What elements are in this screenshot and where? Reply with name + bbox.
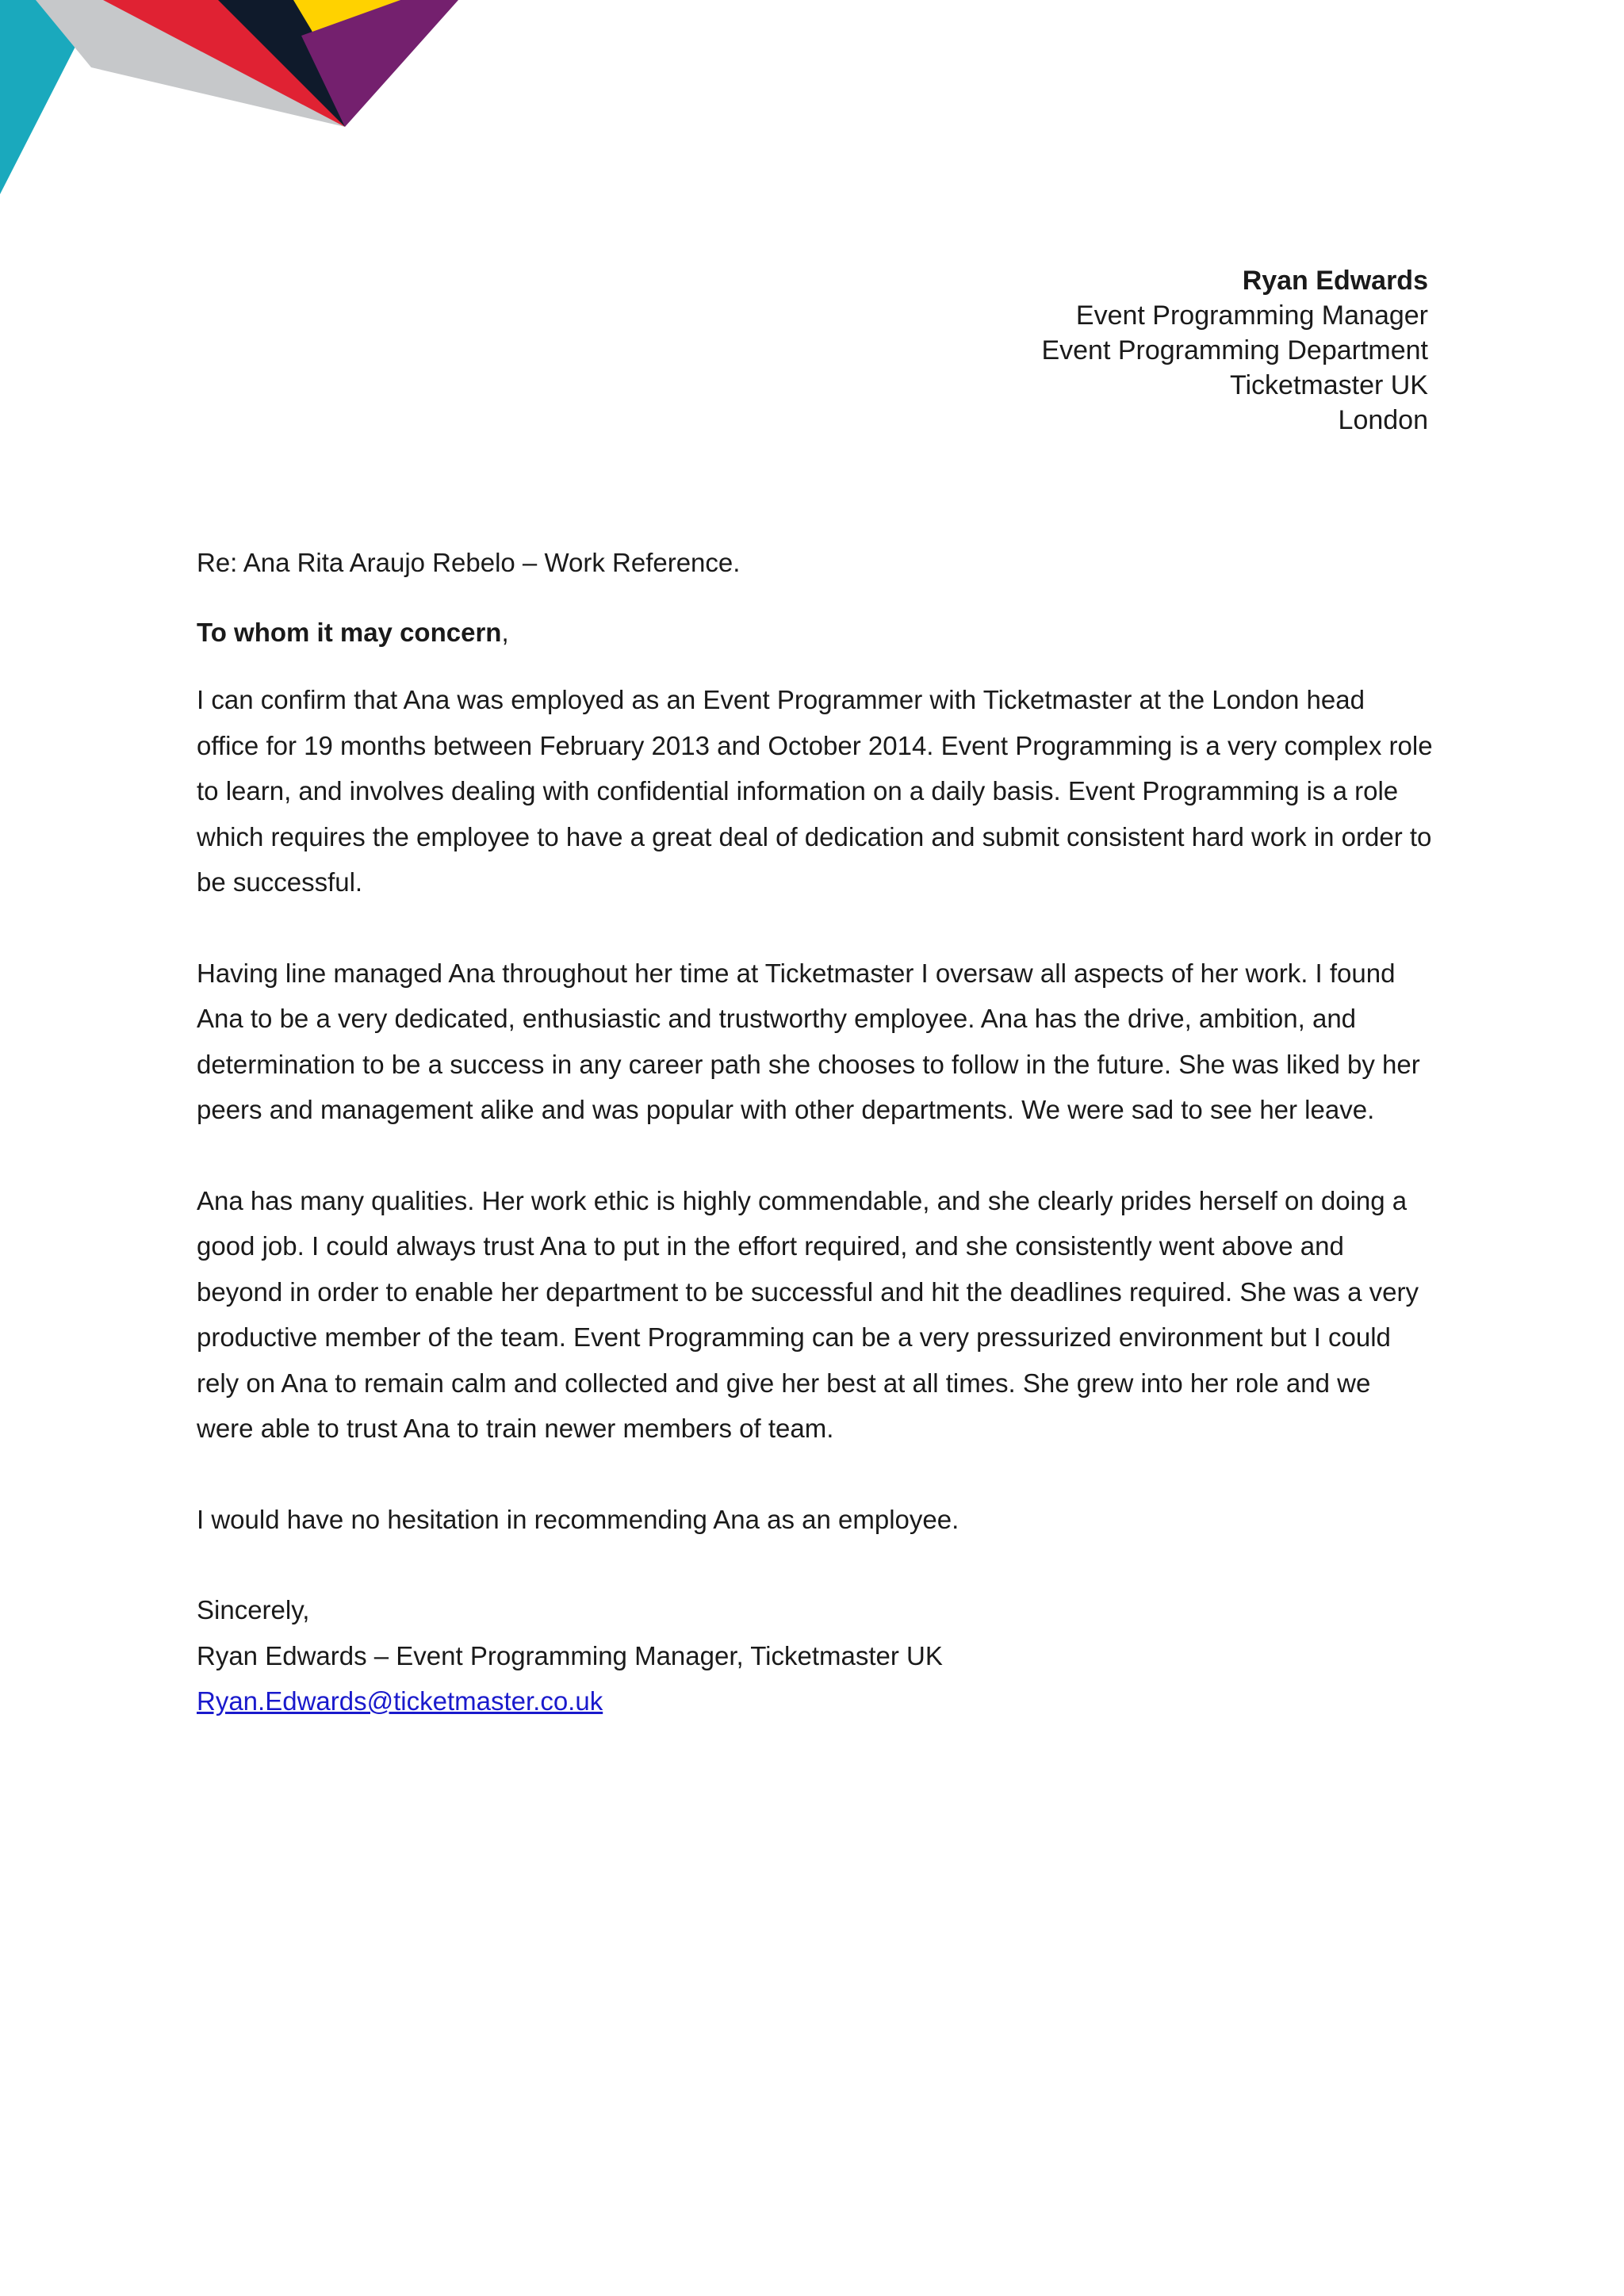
letter-body [197,544,1434,1724]
sender-address-block [1041,263,1428,438]
paragraph-character: Having line managed Ana throughout her time at Ticketmaster I oversaw all aspects of her work. I found Ana to be a very dedicated, enthusiastic and trustworthy employee. Ana has the drive, ambition, and determination to be a success in any career path she chooses to follow in the future. She was liked by her peers and management alike and was popular with other departments. We were sad to see her leave. [197,958,1420,1124]
salutation-text: To whom it may concern [197,618,502,647]
email-link[interactable]: Ryan.Edwards@ticketmaster.co.uk [197,1686,603,1716]
paragraph-recommendation: I would have no hesitation in recommending Ana as an employee. [197,1504,959,1534]
sender-title: Event Programming Manager [1075,300,1428,331]
sender-city: London [1338,405,1428,435]
sender-name: Ryan Edwards [1242,266,1428,296]
closing-text: Sincerely, [197,1595,310,1624]
closing-block [197,1587,1434,1724]
subject-line: Re: Ana Rita Araujo Rebelo – Work Reference. [197,548,741,577]
paragraph-employment: I can confirm that Ana was employed as an Event Programmer with Ticketmaster at the London head office for 19 months between February 2013 and October 2014. Event Programming is a very complex role to learn, and involves dealing with confidential information on a daily basis. Event Programming is a role which requires the employee to have a great deal of dedication and submit consistent hard work in order to be successful. [197,685,1433,897]
salutation-punctuation: , [501,618,509,647]
corner-logo-graphic [0,0,476,206]
sender-department: Event Programming Department [1041,335,1428,365]
paragraph-qualities: Ana has many qualities. Her work ethic is highly commendable, and she clearly prides herself on doing a good job. I could always trust Ana to put in the effort required, and she consistently went above and beyond in order to enable her department to be successful and hit the deadlines required. She was a very productive member of the team. Event Programming can be a very pressurized environment but I could rely on Ana to remain calm and collected and give her best at all times. She grew into her role and we were able to trust Ana to train newer members of team. [197,1185,1419,1443]
signature-line: Ryan Edwards – Event Programming Manager, Ticketmaster UK [197,1640,943,1670]
salutation [197,614,1434,652]
sender-company: Ticketmaster UK [1229,370,1428,400]
